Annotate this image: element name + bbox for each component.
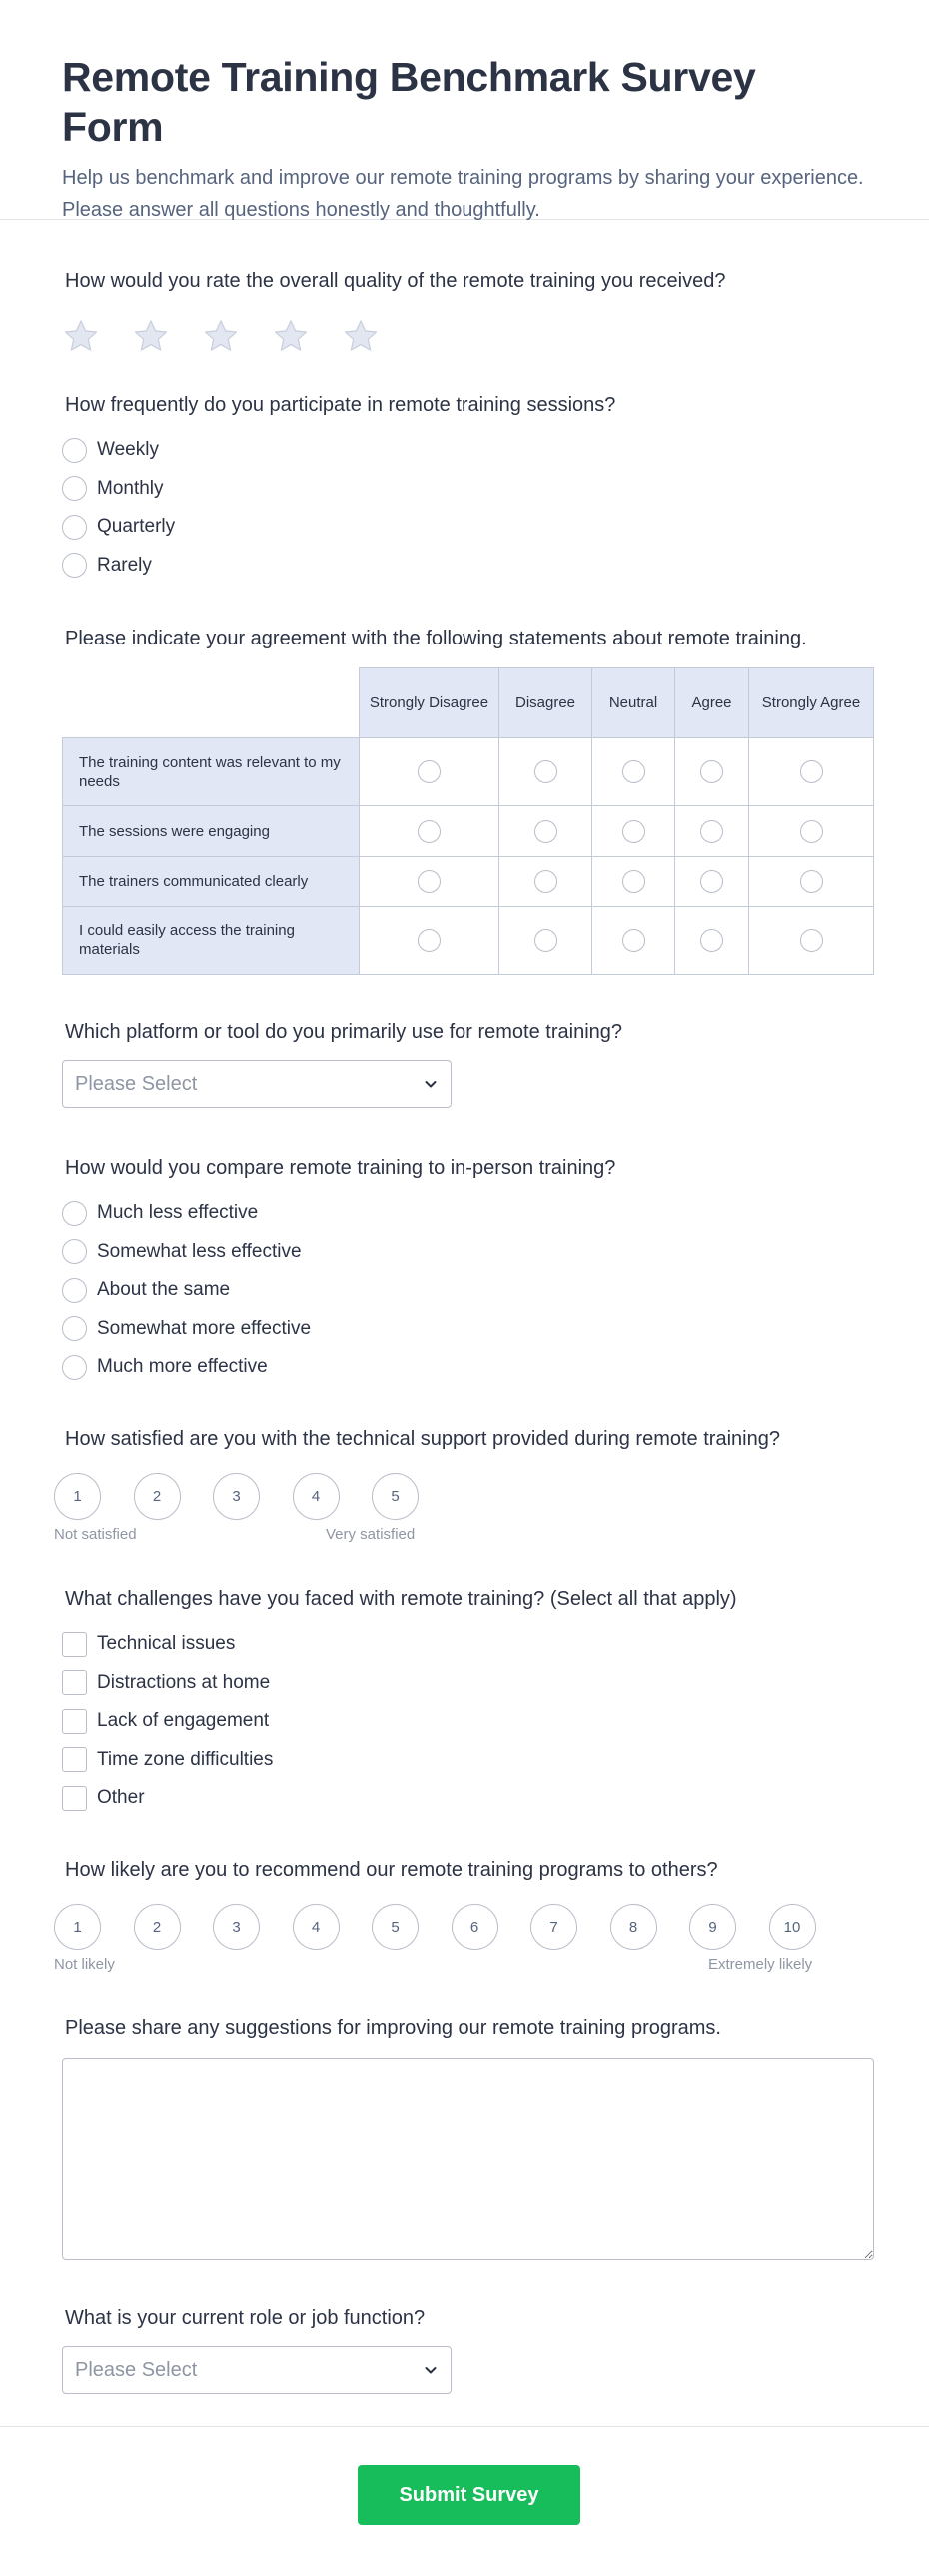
chevron-down-icon xyxy=(423,1076,439,1092)
scale-option[interactable]: 5 xyxy=(372,1473,419,1520)
star-icon[interactable] xyxy=(62,317,100,355)
matrix-radio[interactable] xyxy=(622,760,645,783)
scale-option[interactable]: 3 xyxy=(213,1904,260,1950)
option-label: Distractions at home xyxy=(97,1671,271,1693)
option-label: Lack of engagement xyxy=(97,1710,270,1732)
option-label: Quarterly xyxy=(97,516,176,538)
role-select[interactable] xyxy=(62,2346,452,2394)
radio-button[interactable] xyxy=(62,438,87,463)
checkbox-group-challenges xyxy=(62,1625,874,1818)
matrix-radio[interactable] xyxy=(700,929,723,952)
matrix-row-label: The training content was relevant to my needs xyxy=(63,738,360,806)
radio-button[interactable] xyxy=(62,1316,87,1341)
matrix-column-header: Disagree xyxy=(499,668,592,738)
matrix-radio[interactable] xyxy=(418,929,441,952)
checkbox[interactable] xyxy=(62,1709,87,1734)
matrix-column-header: Strongly Disagree xyxy=(360,668,499,738)
question-label: What is your current role or job function? xyxy=(65,2307,426,2329)
scale-option[interactable]: 6 xyxy=(452,1904,498,1950)
matrix-radio[interactable] xyxy=(800,929,823,952)
question-agreement-matrix xyxy=(62,625,874,652)
matrix-radio[interactable] xyxy=(700,760,723,783)
checkbox[interactable] xyxy=(62,1786,87,1811)
option-label: Somewhat more effective xyxy=(97,1317,312,1339)
matrix-row-label: The trainers communicated clearly xyxy=(63,856,360,906)
checkbox-option[interactable] xyxy=(62,1779,874,1818)
matrix-column-header: Neutral xyxy=(592,668,675,738)
option-label: Much more effective xyxy=(97,1356,268,1378)
question-label: Which platform or tool do you primarily use for remote training? xyxy=(65,1021,623,1043)
question-tech-support xyxy=(54,1425,874,1548)
scale-option[interactable]: 10 xyxy=(769,1904,816,1950)
question-comparison xyxy=(62,1154,874,1387)
question-recommend xyxy=(54,1856,874,1978)
question-quality-rating xyxy=(62,267,874,355)
scale-labels xyxy=(54,1956,874,1978)
scale-option[interactable]: 3 xyxy=(213,1473,260,1520)
scale-option[interactable]: 9 xyxy=(689,1904,736,1950)
matrix-radio[interactable] xyxy=(622,870,645,893)
scale-high-label: Very satisfied xyxy=(326,1526,416,1543)
matrix-radio[interactable] xyxy=(800,820,823,843)
matrix-radio[interactable] xyxy=(700,870,723,893)
checkbox-option[interactable] xyxy=(62,1625,874,1664)
question-label: Please share any suggestions for improving our remote training programs. xyxy=(65,2017,721,2039)
question-platform xyxy=(62,1018,874,1108)
form-title: Remote Training Benchmark Survey Form xyxy=(62,54,756,150)
radio-option[interactable] xyxy=(62,508,874,547)
star-icon[interactable] xyxy=(272,317,310,355)
matrix-radio[interactable] xyxy=(622,929,645,952)
suggestions-textarea[interactable] xyxy=(62,2058,874,2260)
matrix-column-header: Agree xyxy=(675,668,749,738)
form-header xyxy=(0,0,929,220)
scale-option[interactable]: 8 xyxy=(610,1904,657,1950)
matrix-row-label: The sessions were engaging xyxy=(63,806,360,856)
question-label: What challenges have you faced with remote training? (Select all that apply) xyxy=(65,1588,737,1610)
checkbox[interactable] xyxy=(62,1632,87,1657)
radio-option[interactable] xyxy=(62,1233,874,1272)
scale-option[interactable]: 1 xyxy=(54,1473,101,1520)
matrix-radio[interactable] xyxy=(534,870,557,893)
matrix-radio[interactable] xyxy=(418,870,441,893)
scale-option[interactable]: 5 xyxy=(372,1904,419,1950)
matrix-row-label: I could easily access the training materials xyxy=(63,906,360,974)
scale-option[interactable]: 1 xyxy=(54,1904,101,1950)
radio-button[interactable] xyxy=(62,1278,87,1303)
question-frequency xyxy=(62,391,874,585)
option-label: Much less effective xyxy=(97,1202,259,1224)
matrix-radio[interactable] xyxy=(418,760,441,783)
option-label: About the same xyxy=(97,1279,231,1301)
scale-labels xyxy=(54,1526,874,1548)
star-icon[interactable] xyxy=(342,317,380,355)
star-icon[interactable] xyxy=(202,317,240,355)
option-label: Monthly xyxy=(97,477,164,499)
recommend-scale xyxy=(54,1904,874,1950)
option-label: Weekly xyxy=(97,439,159,461)
matrix-radio[interactable] xyxy=(622,820,645,843)
scale-option[interactable]: 2 xyxy=(134,1473,181,1520)
select-placeholder: Please Select xyxy=(75,2358,198,2381)
radio-option[interactable] xyxy=(62,470,874,509)
matrix-radio[interactable] xyxy=(700,820,723,843)
radio-option[interactable] xyxy=(62,1194,874,1233)
scale-option[interactable]: 2 xyxy=(134,1904,181,1950)
matrix-row xyxy=(63,806,874,856)
scale-low-label: Not satisfied xyxy=(54,1526,137,1543)
radio-button[interactable] xyxy=(62,1201,87,1226)
question-suggestions xyxy=(62,2014,874,2260)
scale-low-label: Not likely xyxy=(54,1956,115,1973)
platform-select[interactable] xyxy=(62,1060,452,1108)
star-rating xyxy=(62,317,874,355)
checkbox-option[interactable] xyxy=(62,1741,874,1780)
question-label: How would you rate the overall quality of the remote training you received? xyxy=(65,270,726,292)
matrix-radio[interactable] xyxy=(800,870,823,893)
question-challenges xyxy=(62,1585,874,1818)
option-label: Somewhat less effective xyxy=(97,1240,302,1262)
submit-button[interactable]: Submit Survey xyxy=(358,2465,580,2525)
select-placeholder: Please Select xyxy=(75,1072,198,1095)
question-label: How frequently do you participate in remote training sessions? xyxy=(65,394,616,416)
matrix-column-header: Strongly Agree xyxy=(749,668,874,738)
matrix-radio[interactable] xyxy=(534,760,557,783)
scale-option[interactable]: 7 xyxy=(530,1904,577,1950)
checkbox-option[interactable] xyxy=(62,1664,874,1703)
form-footer xyxy=(0,2426,929,2576)
scale-high-label: Extremely likely xyxy=(708,1956,813,1973)
option-label: Time zone difficulties xyxy=(97,1748,274,1770)
matrix-radio[interactable] xyxy=(800,760,823,783)
scale-option[interactable]: 4 xyxy=(293,1473,340,1520)
matrix-radio[interactable] xyxy=(418,820,441,843)
question-label: How would you compare remote training to in-person training? xyxy=(65,1157,616,1179)
chevron-down-icon xyxy=(423,2362,439,2378)
radio-option[interactable] xyxy=(62,547,874,586)
matrix-row xyxy=(63,856,874,906)
question-label: How satisfied are you with the technical support provided during remote training? xyxy=(65,1428,780,1450)
question-role xyxy=(62,2304,874,2394)
checkbox[interactable] xyxy=(62,1747,87,1772)
radio-option[interactable] xyxy=(62,1310,874,1349)
radio-group-frequency xyxy=(62,431,874,585)
matrix-row xyxy=(63,906,874,974)
matrix-radio[interactable] xyxy=(534,929,557,952)
question-label: Please indicate your agreement with the following statements about remote training. xyxy=(65,628,807,649)
question-label: How likely are you to recommend our remote training programs to others? xyxy=(65,1859,718,1881)
matrix-row xyxy=(63,738,874,806)
radio-button[interactable] xyxy=(62,515,87,540)
radio-option[interactable] xyxy=(62,1271,874,1310)
checkbox-option[interactable] xyxy=(62,1702,874,1741)
star-icon[interactable] xyxy=(132,317,170,355)
option-label: Rarely xyxy=(97,554,152,576)
checkbox[interactable] xyxy=(62,1670,87,1695)
satisfaction-scale xyxy=(54,1473,874,1520)
agreement-matrix xyxy=(62,667,874,975)
radio-option[interactable] xyxy=(62,431,874,470)
radio-button[interactable] xyxy=(62,1239,87,1264)
form-description: Help us benchmark and improve our remote training programs by sharing your experience. Please answer all questions honestly and thoughtfully. xyxy=(62,167,864,221)
radio-button[interactable] xyxy=(62,553,87,578)
radio-button[interactable] xyxy=(62,1355,87,1380)
radio-option[interactable] xyxy=(62,1348,874,1387)
scale-option[interactable]: 4 xyxy=(293,1904,340,1950)
matrix-radio[interactable] xyxy=(534,820,557,843)
option-label: Other xyxy=(97,1787,145,1809)
option-label: Technical issues xyxy=(97,1633,236,1655)
radio-group-comparison xyxy=(62,1194,874,1387)
radio-button[interactable] xyxy=(62,476,87,501)
